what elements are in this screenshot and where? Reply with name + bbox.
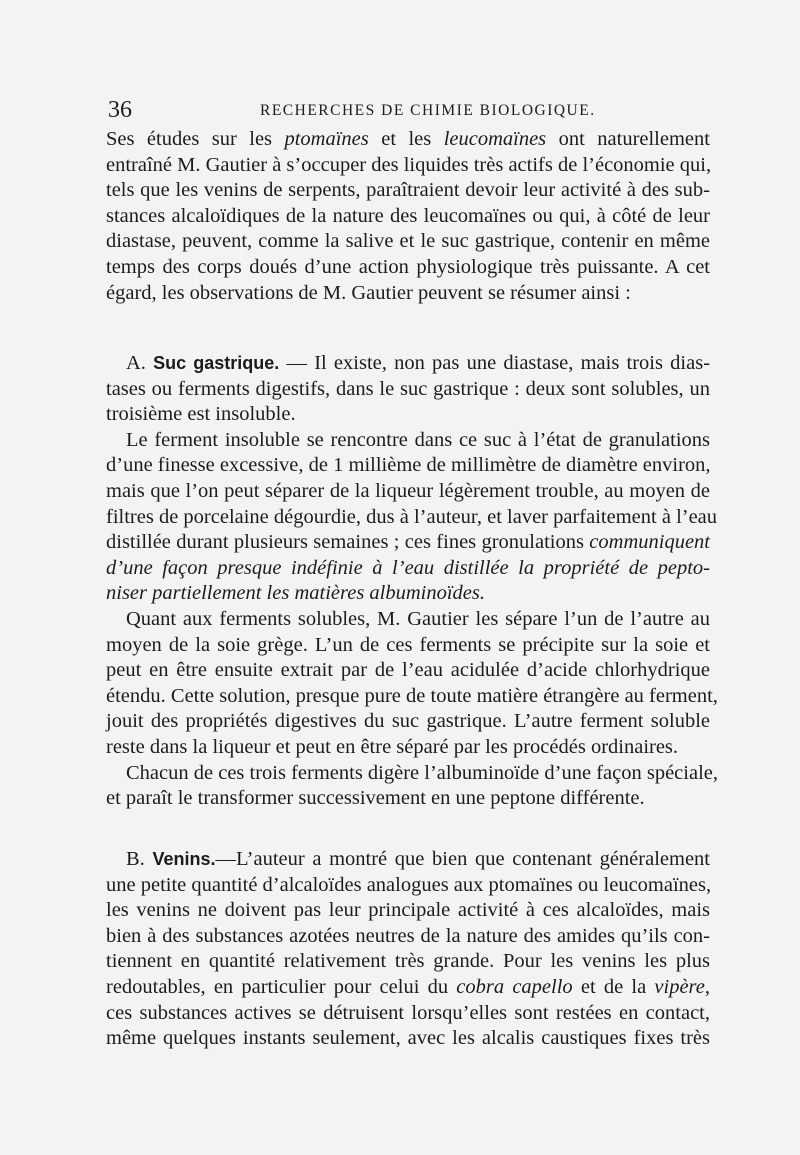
text-line: une petite quantité d’alcaloïdes analogues aux ptomaïnes ou leucomaïnes, <box>106 873 712 896</box>
text-line: même quelques instants seulement, avec les alcalis caustiques fixes très <box>106 1027 710 1050</box>
section-b-title: Venins. <box>152 849 216 869</box>
text-line: tels que les venins de serpents, paraîtraient devoir leur activité à des sub- <box>106 179 710 202</box>
text-line: mais que l’on peut séparer de la liqueur légèrement trouble, au moyen de <box>106 479 710 502</box>
section-b-heading-line: B. Venins.—L’auteur a montré que bien que contenant généralement <box>126 848 710 870</box>
running-title: RECHERCHES DE CHIMIE BIOLOGIQUE. <box>260 102 596 119</box>
text-line: bien à des substances azotées neutres de la nature des amides qu’ils con- <box>106 924 710 947</box>
text-line: stances alcaloïdiques de la nature des leucomaïnes ou qui, à côté de leur <box>106 204 710 227</box>
page-number: 36 <box>108 97 132 123</box>
section-suc-gastrique <box>106 351 718 812</box>
section-a-title: Suc gastrique. <box>153 353 280 373</box>
text-line: tiennent en quantité relativement très grande. Pour les venins les plus <box>106 950 710 973</box>
text-line: tases ou ferments digestifs, dans le suc gastrique : deux sont solubles, un <box>106 377 710 400</box>
text-line: Le ferment insoluble se rencontre dans ce suc à l’état de granulations <box>126 428 710 451</box>
text-line: niser partiellement les matières albuminoïdes. <box>106 582 486 605</box>
text-line: Chacun de ces trois ferments digère l’albuminoïde d’une façon spéciale, <box>126 761 718 784</box>
text-line: moyen de la soie grège. L’un de ces ferments se précipite sur la soie et <box>106 633 710 656</box>
text-line: Ses études sur les ptomaïnes et les leucomaïnes ont naturellement <box>106 128 710 150</box>
text-line: distillée durant plusieurs semaines ; ces fines gronulations communiquent <box>106 531 710 554</box>
section-venins <box>106 847 710 1052</box>
text-line: redoutables, en particulier pour celui du cobra capello et de la vipère, <box>106 975 710 998</box>
text-line: les venins ne doivent pas leur principale activité à ces alcaloïdes, mais <box>106 899 710 922</box>
text-line: étendu. Cette solution, presque pure de toute matière étrangère au ferment, <box>106 684 718 707</box>
text-line: diastase, peuvent, comme la salive et le suc gastrique, contenir en même <box>106 230 710 253</box>
text-line: ces substances actives se détruisent lorsqu’elles sont restées en contact, <box>106 1001 710 1024</box>
text-line: temps des corps doués d’une action physiologique très puissante. A cet <box>106 255 710 278</box>
text-line: entraîné M. Gautier à s’occuper des liquides très actifs de l’économie qui, <box>106 153 712 176</box>
text-line: d’une finesse excessive, de 1 millième de millimètre de diamètre environ, <box>106 454 711 477</box>
text-line: jouit des propriétés digestives du suc gastrique. L’autre ferment soluble <box>106 710 710 733</box>
section-a-heading-line: A. Suc gastrique. — Il existe, non pas une diastase, mais trois dias- <box>126 352 711 374</box>
text-line: égard, les observations de M. Gautier peuvent se résumer ainsi : <box>106 281 631 304</box>
page-header <box>108 96 712 124</box>
text-line: reste dans la liqueur et peut en être séparé par les procédés ordinaires. <box>106 735 679 758</box>
text-line: et paraît le transformer successivement en une peptone différente. <box>106 787 645 810</box>
section-b-marker: B. <box>126 848 145 870</box>
text-line: filtres de porcelaine dégourdie, dus à l’auteur, et laver parfaitement à l’eau <box>106 505 718 528</box>
text-line: d’une façon presque indéfinie à l’eau distillée la propriété de pepto- <box>106 556 710 579</box>
text-line: Quant aux ferments solubles, M. Gautier les sépare l’un de l’autre au <box>126 607 710 630</box>
text-line: peut en être ensuite extrait par de l’eau acidulée d’acide chlorhydrique <box>106 659 710 682</box>
intro-paragraph <box>106 127 710 306</box>
section-a-marker: A. <box>126 352 146 374</box>
text-line: troisième est insoluble. <box>106 403 296 426</box>
